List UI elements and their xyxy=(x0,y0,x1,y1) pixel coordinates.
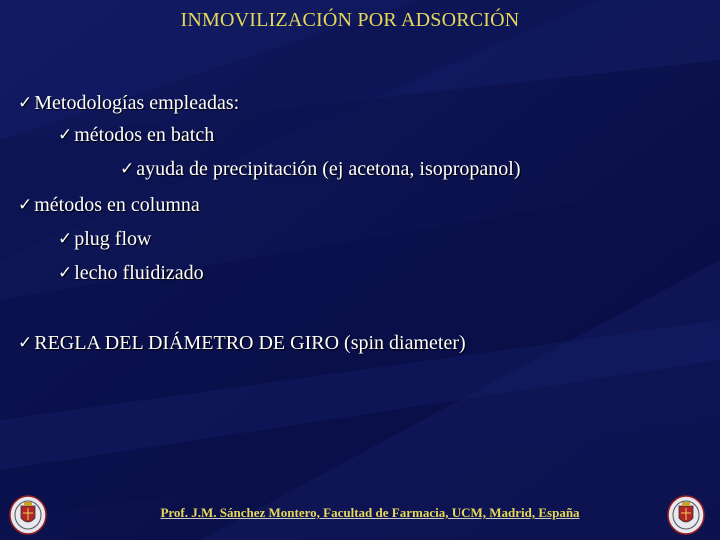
checkmark-icon: ✓ xyxy=(18,195,33,215)
university-seal-icon xyxy=(8,494,48,536)
bullet-item xyxy=(120,158,521,181)
bullet-text: ayuda de precipitación (ej acetona, isopropanol) xyxy=(136,158,521,180)
bullet-text: plug flow xyxy=(74,228,152,250)
checkmark-icon: ✓ xyxy=(18,93,33,113)
bullet-item xyxy=(18,332,466,355)
bullet-item xyxy=(18,194,200,217)
checkmark-icon: ✓ xyxy=(120,159,135,179)
checkmark-icon: ✓ xyxy=(58,263,73,283)
bullet-item xyxy=(58,262,204,285)
checkmark-icon: ✓ xyxy=(58,125,73,145)
bullet-text: REGLA DEL DIÁMETRO DE GIRO (spin diameter) xyxy=(34,332,466,354)
bullet-item xyxy=(18,92,239,115)
bullet-text: métodos en batch xyxy=(74,124,215,146)
bullet-item xyxy=(58,228,151,251)
bullet-item xyxy=(58,124,214,147)
checkmark-icon: ✓ xyxy=(58,229,73,249)
footer-credit: Prof. J.M. Sánchez Montero, Facultad de Farmacia, UCM, Madrid, España xyxy=(160,505,580,520)
slide-title: INMOVILIZACIÓN POR ADSORCIÓN xyxy=(180,9,520,31)
bullet-text: lecho fluidizado xyxy=(74,262,204,284)
bullet-text: Metodologías empleadas: xyxy=(34,92,240,114)
university-seal-icon xyxy=(666,494,706,536)
checkmark-icon: ✓ xyxy=(18,333,33,353)
bullet-text: métodos en columna xyxy=(34,194,200,216)
